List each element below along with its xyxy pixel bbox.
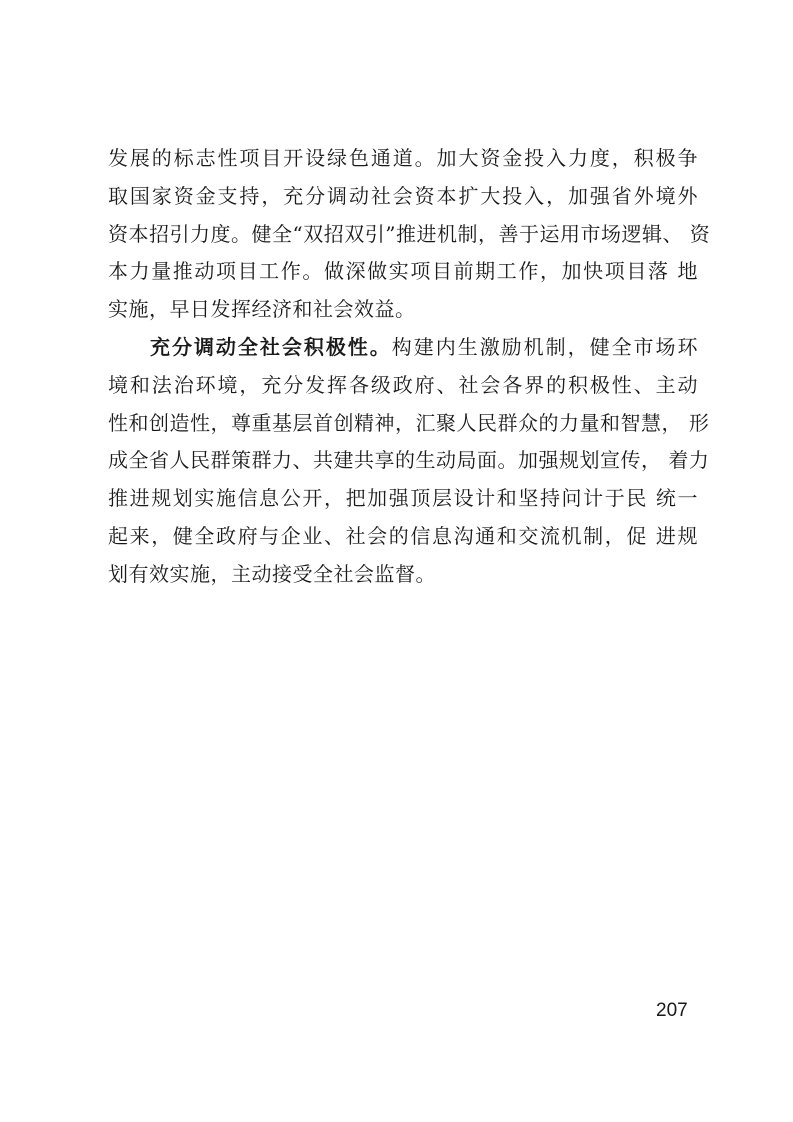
- paragraph-line: 本力量推动项目工作。做深做实项目前期工作，加快项目落 地: [108, 259, 698, 284]
- paragraph-line: 发展的标志性项目开设绿色通道。加大资金投入力度，积极争: [108, 146, 698, 170]
- paragraph-heading: 充分调动全社会积极性。: [150, 335, 392, 359]
- paragraph-line: 取国家资金支持，充分调动社会资本扩大投入，加强省外境外: [108, 183, 698, 208]
- paragraph-line: 推进规划实施信息公开，把加强顶层设计和坚持问计于民 统一: [108, 486, 698, 511]
- paragraph-line: 成全省人民群策群力、共建共享的生动局面。加强规划宣传， 着力: [108, 448, 710, 473]
- paragraph-line: 资本招引力度。健全“双招双引”推进机制，善于运用市场逻辑、 资: [108, 221, 711, 246]
- paragraph-social-engagement: [108, 329, 710, 594]
- paragraph-project-funding: [108, 140, 711, 329]
- paragraph-first-line-text: 构建内生激励机制，健全市场环: [391, 335, 699, 359]
- paragraph-line: 性和创造性，尊重基层首创精神，汇聚人民群众的力量和智慧， 形: [108, 410, 710, 435]
- paragraph-line: 实施，早日发挥经济和社会效益。: [108, 297, 416, 322]
- paragraph-line: 划有效实施，主动接受全社会监督。: [108, 561, 436, 586]
- paragraph-line: 起来，健全政府与企业、社会的信息沟通和交流机制，促 进规: [108, 523, 698, 548]
- paragraph-line: 境和法治环境，充分发挥各级政府、社会各界的积极性、主动: [108, 372, 698, 397]
- paragraph-first-line: [108, 329, 698, 367]
- page-number: 207: [656, 1000, 688, 1021]
